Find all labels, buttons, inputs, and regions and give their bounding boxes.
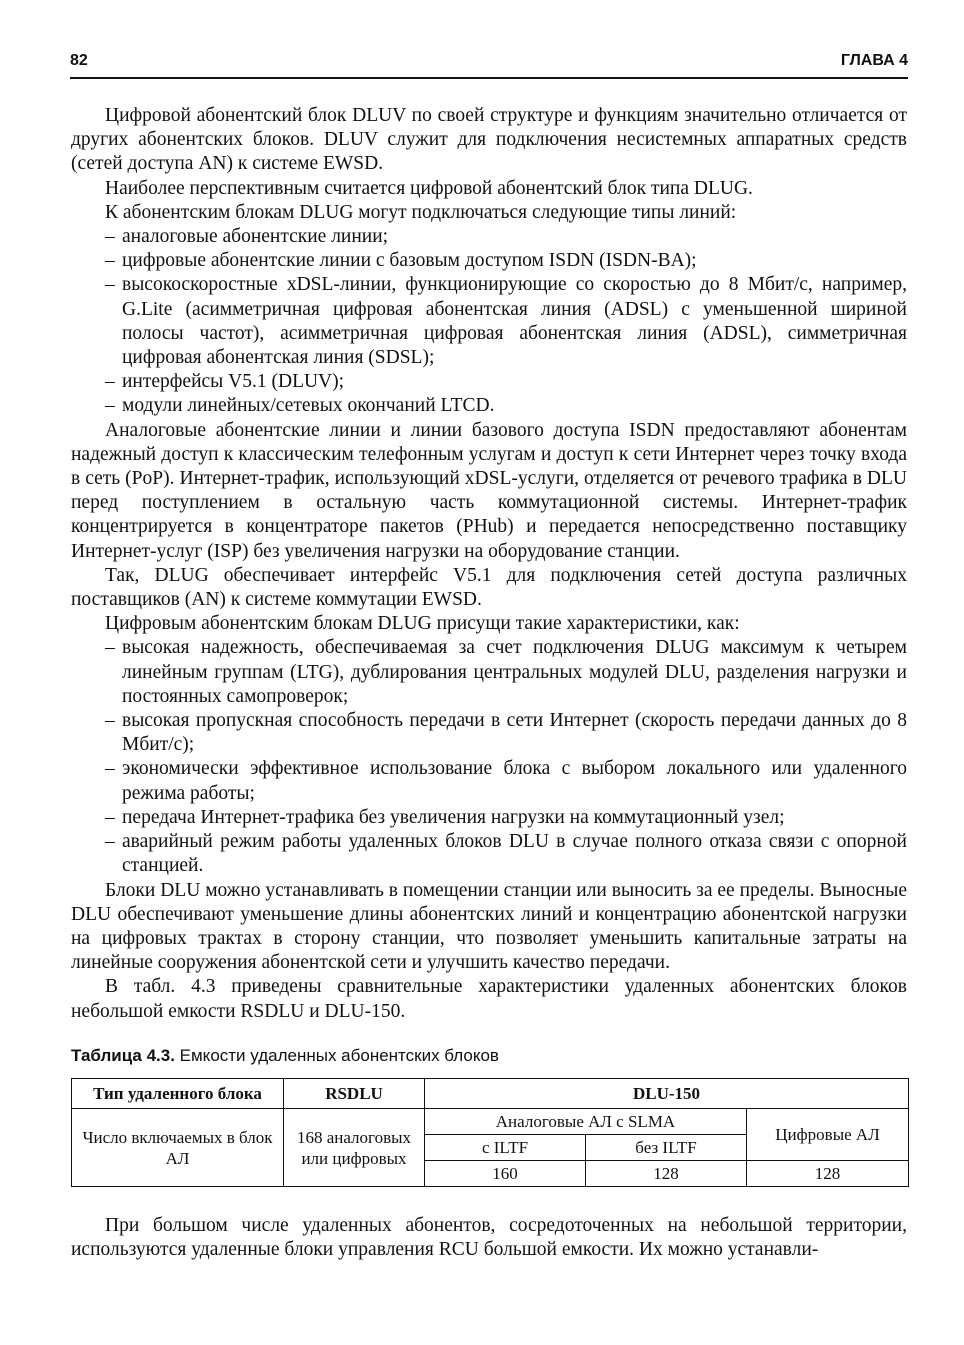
value-digital-cell: 128	[747, 1161, 909, 1187]
with-iltf-cell: с ILTF	[425, 1135, 586, 1161]
paragraph-characteristics-intro: Цифровым абонентским блокам DLUG присущи такие характеристики, как:	[105, 613, 740, 635]
without-iltf-cell: без ILTF	[586, 1135, 747, 1161]
analog-slma-cell: Аналоговые АЛ с SLMA	[425, 1109, 747, 1135]
header-cell-dlu150: DLU-150	[425, 1079, 909, 1109]
list-item: – передача Интернет-трафика без увеличения нагрузки на коммутационный узел;	[71, 806, 907, 830]
header-cell-rsdlu: RSDLU	[284, 1079, 425, 1109]
capacity-table-wrapper	[71, 1078, 908, 1187]
closing-text	[71, 1214, 907, 1262]
list-item: – аварийный режим работы удаленных блоков DLU в случае полного отказа связи с опорной станцией.	[71, 830, 907, 878]
main-text	[71, 104, 907, 1024]
line-types-list	[71, 225, 907, 419]
table-caption	[71, 1045, 499, 1067]
running-header	[70, 49, 908, 79]
list-item: – высокая пропускная способность передачи в сети Интернет (скорость передачи данных до 8 Мбит/с);	[71, 709, 907, 757]
row-label-cell: Число включаемых в блок АЛ	[72, 1109, 284, 1187]
characteristics-list	[71, 636, 907, 878]
chapter-title: ГЛАВА 4	[840, 52, 908, 69]
paragraph-rcu: При большом числе удаленных абонентов, сосредоточенных на небольшой территории, используются удаленные блоки управления RCU большой емкости. Их можно устанавли-	[71, 1215, 907, 1261]
list-item: – экономически эффективное использование блока с выбором локального или удаленного режима работы;	[71, 757, 907, 805]
value-without-iltf-cell: 128	[586, 1161, 747, 1187]
page-number: 82	[70, 52, 88, 69]
list-item: – модули линейных/сетевых окончаний LTCD.	[71, 394, 907, 418]
paragraph-dluv: Цифровой абонентский блок DLUV по своей структуре и функциям значительно отличается от других абонентских блоков. DLUV служит для подключения несистемных аппаратных средств (сетей доступа AN) к системе EWSD.	[71, 105, 907, 175]
list-item: – высокоскоростные xDSL-линии, функционирующие со скоростью до 8 Мбит/с, например, G.Lite (асимметричная цифровая абонентская линия (ADSL) с уменьшенной шириной полосы частот), асимметричная цифровая абонентская линия (ADSL), симметричная цифровая абонентская линия (SDSL);	[71, 273, 907, 370]
paragraph-dlug-perspective: Наиболее перспективным считается цифровой абонентский блок типа DLUG.	[105, 177, 753, 199]
list-item: – цифровые абонентские линии с базовым доступом ISDN (ISDN-BA);	[71, 249, 907, 273]
paragraph-table-reference: В табл. 4.3 приведены сравнительные характеристики удаленных абонентских блоков небольшой емкости RSDLU и DLU-150.	[71, 976, 907, 1022]
list-item: – интерфейсы V5.1 (DLUV);	[71, 370, 907, 394]
digital-lines-cell: Цифровые АЛ	[747, 1109, 909, 1161]
list-item: – высокая надежность, обеспечиваемая за счет подключения DLUG максимум к четырем линейным группам (LTG), дублирования центральных модулей DLU, разделения нагрузки и постоянных самопроверок;	[71, 636, 907, 709]
table-header-row	[72, 1079, 909, 1109]
table-row	[72, 1109, 909, 1135]
list-item: – аналоговые абонентские линии;	[71, 225, 907, 249]
table-caption-label: Таблица 4.3.	[71, 1046, 175, 1065]
paragraph-analog-isdn: Аналоговые абонентские линии и линии базового доступа ISDN предоставляют абонентам надежный доступ к классическим телефонным услугам и доступ к сети Интернет через точку входа в сеть (PoP). Интернет-трафик, использующий xDSL-услуги, отделяется от речевого трафика в DLU перед поступлением в остальную часть коммутационной системы. Интернет-трафик концентрируется в концентраторе пакетов (PHub) и передается непосредственно поставщику Интернет-услуг (ISP) без увеличения нагрузки на оборудование станции.	[71, 419, 907, 562]
table-caption-text: Емкости удаленных абонентских блоков	[174, 1046, 499, 1065]
value-with-iltf-cell: 160	[425, 1161, 586, 1187]
capacity-table	[71, 1078, 909, 1187]
paragraph-dlu-placement: Блоки DLU можно устанавливать в помещении станции или выносить за ее пределы. Выносные DLU обеспечивают уменьшение длины абонентских линий и концентрацию абонентской нагрузки на цифровых трактах в сторону станции, что позволяет уменьшить капитальные затраты на линейные сооружения абонентской сети и улучшить качество передачи.	[71, 879, 907, 974]
header-cell-type: Тип удаленного блока	[72, 1079, 284, 1109]
paragraph-v51: Так, DLUG обеспечивает интерфейс V5.1 для подключения сетей доступа различных поставщиков (AN) к системе коммутации EWSD.	[71, 564, 907, 611]
paragraph-line-types-intro: К абонентским блокам DLUG могут подключаться следующие типы линий:	[105, 201, 737, 223]
rsdlu-value-cell: 168 аналоговых или цифровых	[284, 1109, 425, 1187]
